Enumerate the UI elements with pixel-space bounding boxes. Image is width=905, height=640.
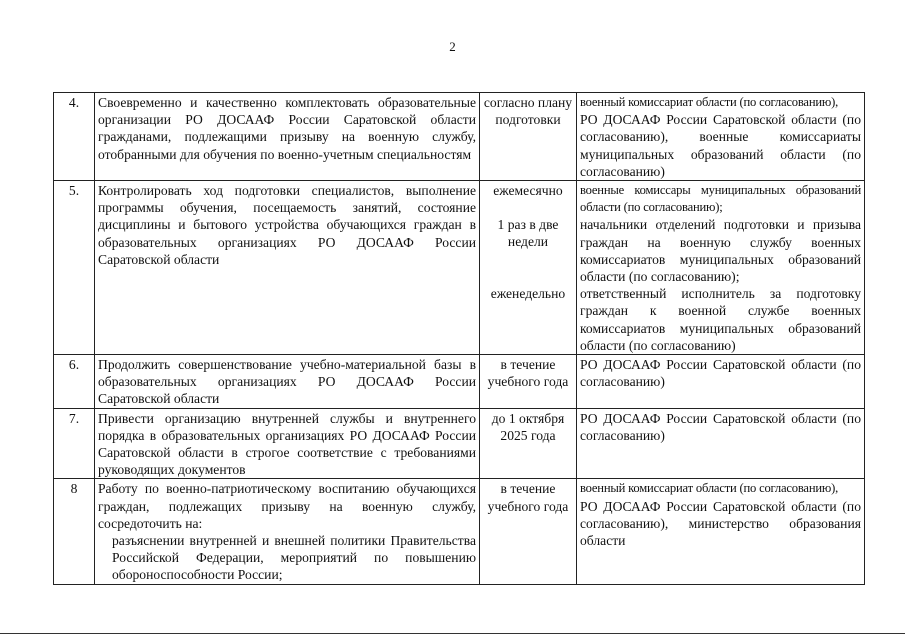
task-text: Привести организацию внутренней службы и внутреннего порядка в образовательных организациях РО ДОСААФ России Саратовской области в строгое соответствие с требованиями руководящих документов — [95, 408, 480, 479]
responsible-text: начальники отделений подготовки и призыва граждан на военную службу военных комиссариатов муниципальных образований области (по согласованию); — [580, 217, 861, 285]
term-text: 1 раз в две недели — [497, 217, 559, 250]
task-cell — [95, 479, 480, 584]
row-number: 8 — [54, 479, 95, 584]
term-text: ежемесячно — [493, 183, 563, 199]
responsible-cell — [577, 181, 865, 355]
responsible-text: РО ДОСААФ России Саратовской области (по согласованию) — [577, 355, 865, 409]
responsible-text: военный комиссариат области (по согласованию), — [580, 95, 839, 109]
responsible-text: военные комиссары муниципальных образований области (по согласованию); — [580, 183, 861, 215]
responsible-cell — [577, 93, 865, 181]
term-text: согласно плану подготовки — [480, 93, 577, 181]
table-row — [54, 181, 865, 355]
responsible-text: РО ДОСААФ России Саратовской области (по согласованию), министерство образования области — [580, 498, 861, 549]
row-number: 7. — [54, 408, 95, 479]
term-text: в течение учебного года — [480, 355, 577, 409]
term-text: еженедельно — [490, 285, 566, 301]
row-number: 4. — [54, 93, 95, 181]
page-number: 2 — [449, 39, 456, 54]
term-text: в течение учебного года — [480, 479, 577, 584]
measures-table — [53, 92, 865, 585]
responsible-text: военный комиссариат области (по согласованию), — [580, 481, 839, 496]
table-row — [54, 355, 865, 409]
responsible-text: РО ДОСААФ России Саратовской области (по согласованию), военные комиссариаты муниципальных образований области (по согласованию) — [580, 112, 861, 179]
row-number: 5. — [54, 181, 95, 355]
task-text: Работу по военно-патриотическому воспитанию обучающихся граждан, подлежащих призыву на военную службу, сосредоточить на: — [98, 481, 476, 531]
task-text: Продолжить совершенствование учебно-материальной базы в образовательных организациях РО ДОСААФ России Саратовской области — [95, 355, 480, 409]
responsible-text: ответственный исполнитель за подготовку граждан к военной службе военных комиссариатов муниципальных образований области (по согласованию) — [580, 286, 861, 353]
responsible-text: РО ДОСААФ России Саратовской области (по согласованию) — [577, 408, 865, 479]
table-row — [54, 479, 865, 584]
task-subitem: разъяснении внутренней и внешней политики Правительства Российской Федерации, мероприятий по повышению обороноспособности России; — [112, 533, 476, 583]
term-text: до 1 октября 2025 года — [480, 408, 577, 479]
responsible-cell — [577, 479, 865, 584]
table-row — [54, 93, 865, 181]
row-number: 6. — [54, 355, 95, 409]
task-text: Своевременно и качественно комплектовать образовательные организации РО ДОСААФ России Саратовской области гражданами, подлежащими призыву на военную службу, отобранными для обучения по военно-учетным специальностям — [95, 93, 480, 181]
term-cell — [480, 181, 577, 355]
scan-edge-line — [0, 633, 905, 634]
table-row — [54, 408, 865, 479]
task-text: Контролировать ход подготовки специалистов, выполнение программы обучения, посещаемость занятий, состояние дисциплины и бытового устройства обучающихся граждан в образовательных организациях РО ДОСААФ России Саратовской области — [95, 181, 480, 355]
